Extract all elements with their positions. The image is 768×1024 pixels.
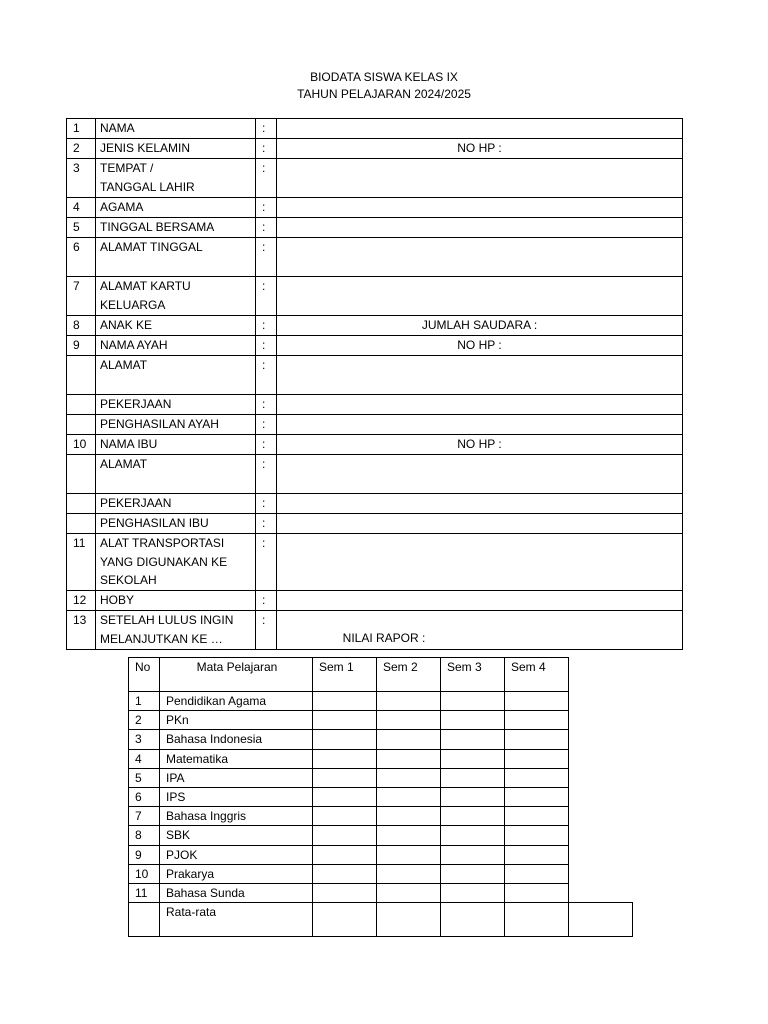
- rapor-row: [129, 768, 633, 787]
- row-number: [67, 455, 96, 494]
- field-value[interactable]: NO HP :: [277, 336, 683, 356]
- biodata-row: [67, 218, 683, 238]
- row-spacer: [569, 711, 633, 730]
- average-cell-5[interactable]: [569, 903, 633, 937]
- subject-number: 7: [129, 807, 160, 826]
- subject-number: 6: [129, 788, 160, 807]
- row-number: 1: [67, 119, 96, 139]
- nilai-rapor-caption: NILAI RAPOR :: [342, 631, 426, 645]
- biodata-row: [67, 277, 683, 316]
- grade-cell-sem3[interactable]: [441, 730, 505, 749]
- grade-cell-sem2[interactable]: [377, 768, 441, 787]
- row-number: 2: [67, 139, 96, 159]
- field-value[interactable]: [277, 494, 683, 514]
- grade-cell-sem2[interactable]: [377, 788, 441, 807]
- grade-cell-sem1[interactable]: [313, 768, 377, 787]
- rapor-row: [129, 884, 633, 903]
- subject-number: 11: [129, 884, 160, 903]
- grade-cell-sem1[interactable]: [313, 711, 377, 730]
- grade-cell-sem3[interactable]: [441, 864, 505, 883]
- subject-number: 5: [129, 768, 160, 787]
- rapor-row: [129, 730, 633, 749]
- grade-cell-sem1[interactable]: [313, 845, 377, 864]
- biodata-table: [66, 118, 683, 650]
- header-subject: Mata Pelajaran: [160, 658, 313, 692]
- grade-cell-sem4[interactable]: [505, 788, 569, 807]
- field-colon: :: [256, 198, 277, 218]
- biodata-row: [67, 591, 683, 611]
- row-spacer: [569, 826, 633, 845]
- grade-cell-sem3[interactable]: [441, 807, 505, 826]
- row-number: [67, 356, 96, 395]
- grade-cell-sem4[interactable]: [505, 826, 569, 845]
- field-value[interactable]: [277, 119, 683, 139]
- header-spacer: [569, 658, 633, 692]
- row-spacer: [569, 692, 633, 711]
- header-sem2: Sem 2: [377, 658, 441, 692]
- header-sem4: Sem 4: [505, 658, 569, 692]
- field-label: AGAMA: [96, 198, 256, 218]
- field-label: JENIS KELAMIN: [96, 139, 256, 159]
- row-number: [67, 514, 96, 534]
- subject-name: Bahasa Inggris: [160, 807, 313, 826]
- field-value[interactable]: [277, 514, 683, 534]
- grade-cell-sem4[interactable]: [505, 884, 569, 903]
- row-spacer: [569, 788, 633, 807]
- grade-cell-sem2[interactable]: [377, 864, 441, 883]
- grade-cell-sem1[interactable]: [313, 884, 377, 903]
- average-label: Rata-rata: [160, 903, 313, 937]
- document-subtitle: TAHUN PELAJARAN 2024/2025: [297, 87, 471, 101]
- grade-cell-sem3[interactable]: [441, 845, 505, 864]
- row-number: [67, 395, 96, 415]
- field-label: NAMA AYAH: [96, 336, 256, 356]
- grade-cell-sem4[interactable]: [505, 768, 569, 787]
- rapor-table: [128, 657, 633, 937]
- field-colon: :: [256, 139, 277, 159]
- field-colon: :: [256, 514, 277, 534]
- average-cell-2[interactable]: [377, 903, 441, 937]
- field-value[interactable]: [277, 356, 683, 395]
- field-colon: :: [256, 534, 277, 591]
- subject-number: 9: [129, 845, 160, 864]
- field-colon: :: [256, 494, 277, 514]
- row-number: 4: [67, 198, 96, 218]
- subject-number: 2: [129, 711, 160, 730]
- row-spacer: [569, 807, 633, 826]
- subject-name: PKn: [160, 711, 313, 730]
- grade-cell-sem4[interactable]: [505, 807, 569, 826]
- average-cell-3[interactable]: [441, 903, 505, 937]
- subject-name: Prakarya: [160, 864, 313, 883]
- row-spacer: [569, 768, 633, 787]
- grade-cell-sem1[interactable]: [313, 826, 377, 845]
- biodata-row: [67, 119, 683, 139]
- grade-cell-sem2[interactable]: [377, 845, 441, 864]
- subject-number: 8: [129, 826, 160, 845]
- grade-cell-sem2[interactable]: [377, 730, 441, 749]
- field-label: TINGGAL BERSAMA: [96, 218, 256, 238]
- field-label: ALAT TRANSPORTASI YANG DIGUNAKAN KE SEKOLAH: [96, 534, 256, 591]
- rapor-row: [129, 788, 633, 807]
- row-spacer: [569, 884, 633, 903]
- field-value[interactable]: [277, 238, 683, 277]
- field-label: ALAMAT: [96, 356, 256, 395]
- row-spacer: [569, 845, 633, 864]
- field-value[interactable]: [277, 395, 683, 415]
- document-title: BIODATA SISWA KELAS IX: [310, 70, 458, 84]
- field-value[interactable]: [277, 218, 683, 238]
- grade-cell-sem2[interactable]: [377, 807, 441, 826]
- grade-cell-sem2[interactable]: [377, 692, 441, 711]
- field-colon: :: [256, 316, 277, 336]
- field-value[interactable]: JUMLAH SAUDARA :: [277, 316, 683, 336]
- field-value[interactable]: [277, 198, 683, 218]
- grade-cell-sem2[interactable]: [377, 884, 441, 903]
- grade-cell-sem4[interactable]: [505, 749, 569, 768]
- field-value[interactable]: [277, 455, 683, 494]
- grade-cell-sem3[interactable]: [441, 884, 505, 903]
- grade-cell-sem4[interactable]: [505, 692, 569, 711]
- subject-name: Pendidikan Agama: [160, 692, 313, 711]
- grade-cell-sem2[interactable]: [377, 749, 441, 768]
- grade-cell-sem2[interactable]: [377, 711, 441, 730]
- grade-cell-sem1[interactable]: [313, 788, 377, 807]
- row-number: [67, 494, 96, 514]
- rapor-row: [129, 864, 633, 883]
- average-cell-1[interactable]: [313, 903, 377, 937]
- grade-cell-sem1[interactable]: [313, 864, 377, 883]
- grade-cell-sem4[interactable]: [505, 864, 569, 883]
- field-label: TEMPAT / TANGGAL LAHIR: [96, 159, 256, 198]
- subject-name: IPA: [160, 768, 313, 787]
- row-spacer: [569, 749, 633, 768]
- grade-cell-sem4[interactable]: [505, 845, 569, 864]
- subject-number: 3: [129, 730, 160, 749]
- rapor-row: [129, 711, 633, 730]
- grade-cell-sem1[interactable]: [313, 730, 377, 749]
- average-cell-4[interactable]: [505, 903, 569, 937]
- grade-cell-sem3[interactable]: [441, 826, 505, 845]
- subject-number: 1: [129, 692, 160, 711]
- row-number: 8: [67, 316, 96, 336]
- biodata-row: [67, 514, 683, 534]
- field-value[interactable]: NO HP :: [277, 139, 683, 159]
- biodata-row: [67, 139, 683, 159]
- grade-cell-sem3[interactable]: [441, 692, 505, 711]
- biodata-row: [67, 159, 683, 198]
- rapor-row: [129, 845, 633, 864]
- rapor-row: [129, 749, 633, 768]
- header-sem3: Sem 3: [441, 658, 505, 692]
- biodata-row: [67, 356, 683, 395]
- rapor-row: [129, 826, 633, 845]
- row-number: [67, 415, 96, 435]
- field-label: PEKERJAAN: [96, 395, 256, 415]
- field-label: ANAK KE: [96, 316, 256, 336]
- subject-name: Bahasa Sunda: [160, 884, 313, 903]
- grade-cell-sem4[interactable]: [505, 730, 569, 749]
- header-sem1: Sem 1: [313, 658, 377, 692]
- field-label: ALAMAT: [96, 455, 256, 494]
- row-number: 9: [67, 336, 96, 356]
- field-colon: :: [256, 119, 277, 139]
- grade-cell-sem4[interactable]: [505, 711, 569, 730]
- field-label: ALAMAT KARTU KELUARGA: [96, 277, 256, 316]
- rapor-header-row: [129, 658, 633, 692]
- row-spacer: [569, 730, 633, 749]
- row-number: 6: [67, 238, 96, 277]
- header-no: No: [129, 658, 160, 692]
- biodata-row: [67, 435, 683, 455]
- field-colon: :: [256, 238, 277, 277]
- subject-number: 4: [129, 749, 160, 768]
- field-value[interactable]: [277, 277, 683, 316]
- row-number: 3: [67, 159, 96, 198]
- grade-cell-sem1[interactable]: [313, 749, 377, 768]
- row-spacer: [569, 864, 633, 883]
- field-colon: :: [256, 218, 277, 238]
- grade-cell-sem3[interactable]: [441, 768, 505, 787]
- field-colon: :: [256, 356, 277, 395]
- field-colon: :: [256, 435, 277, 455]
- field-label: NAMA: [96, 119, 256, 139]
- biodata-row: [67, 395, 683, 415]
- row-number: 11: [67, 534, 96, 591]
- field-label: HOBY: [96, 591, 256, 611]
- biodata-row: [67, 238, 683, 277]
- biodata-row: [67, 534, 683, 591]
- field-label: NAMA IBU: [96, 435, 256, 455]
- field-value[interactable]: [277, 159, 683, 198]
- field-value[interactable]: NO HP :: [277, 435, 683, 455]
- field-label: ALAMAT TINGGAL: [96, 238, 256, 277]
- biodata-row: [67, 455, 683, 494]
- subject-name: IPS: [160, 788, 313, 807]
- field-value[interactable]: [277, 591, 683, 611]
- subject-name: PJOK: [160, 845, 313, 864]
- biodata-row: [67, 316, 683, 336]
- subject-name: SBK: [160, 826, 313, 845]
- row-number: 12: [67, 591, 96, 611]
- average-row: [129, 903, 633, 937]
- rapor-row: [129, 692, 633, 711]
- subject-number: 10: [129, 864, 160, 883]
- biodata-row: [67, 198, 683, 218]
- row-number: 13: [67, 611, 96, 650]
- rapor-row: [129, 807, 633, 826]
- grade-cell-sem3[interactable]: [441, 788, 505, 807]
- subject-name: Bahasa Indonesia: [160, 730, 313, 749]
- row-number: 5: [67, 218, 96, 238]
- row-number: 10: [67, 435, 96, 455]
- field-value[interactable]: [277, 415, 683, 435]
- field-value[interactable]: [277, 534, 683, 591]
- field-label: PENGHASILAN AYAH: [96, 415, 256, 435]
- grade-cell-sem1[interactable]: [313, 692, 377, 711]
- biodata-row: [67, 336, 683, 356]
- field-colon: :: [256, 611, 277, 650]
- field-label: PEKERJAAN: [96, 494, 256, 514]
- field-colon: :: [256, 336, 277, 356]
- field-colon: :: [256, 159, 277, 198]
- field-colon: :: [256, 395, 277, 415]
- grade-cell-sem3[interactable]: [441, 749, 505, 768]
- average-number-cell: [129, 903, 160, 937]
- grade-cell-sem3[interactable]: [441, 711, 505, 730]
- field-colon: :: [256, 591, 277, 611]
- grade-cell-sem2[interactable]: [377, 826, 441, 845]
- subject-name: Matematika: [160, 749, 313, 768]
- field-colon: :: [256, 455, 277, 494]
- field-label: PENGHASILAN IBU: [96, 514, 256, 534]
- row-number: 7: [67, 277, 96, 316]
- field-colon: :: [256, 415, 277, 435]
- biodata-row: [67, 494, 683, 514]
- field-label: SETELAH LULUS INGIN MELANJUTKAN KE …: [96, 611, 256, 650]
- biodata-row: [67, 415, 683, 435]
- field-colon: :: [256, 277, 277, 316]
- grade-cell-sem1[interactable]: [313, 807, 377, 826]
